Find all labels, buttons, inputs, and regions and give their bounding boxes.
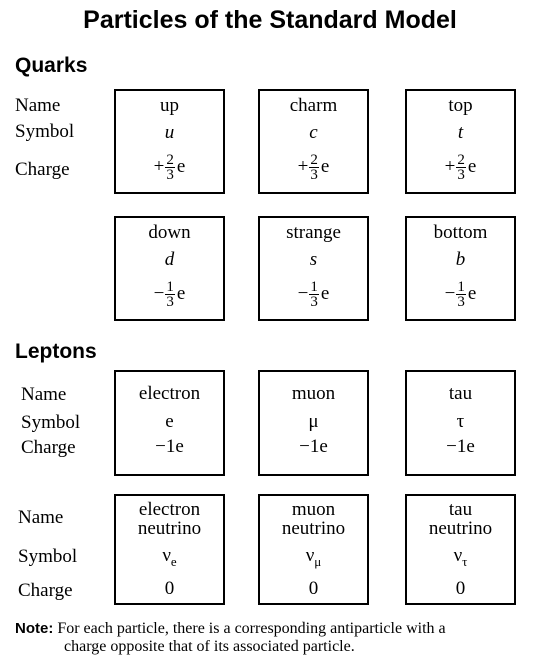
neutrino-subscript: μ [314, 554, 322, 569]
fraction-numerator: 1 [310, 279, 318, 295]
particle-name: muon [291, 383, 336, 404]
quark-symbol-label: Symbol [15, 121, 75, 142]
neutrino-subscript: τ [462, 554, 468, 569]
particle-charge [260, 153, 367, 182]
particle-symbol: d [164, 249, 175, 270]
quark-charge-label: Charge [15, 159, 70, 180]
particle-charge: 0 [308, 578, 319, 599]
particle-charge [407, 280, 514, 309]
particle-name: up [160, 95, 179, 116]
neutrino-symbol: ν [162, 545, 171, 566]
particle-symbol: s [309, 249, 318, 270]
particle-name: electron [138, 383, 201, 404]
particle-symbol [407, 546, 514, 572]
quark-card-bottom [405, 216, 516, 321]
particle-symbol: e [165, 411, 174, 432]
charge-fraction [456, 153, 466, 182]
lepton-name-label: Name [21, 384, 67, 405]
quark-card-strange [258, 216, 369, 321]
neutrino-symbol-label: Symbol [18, 546, 78, 567]
neutrino-symbol: ν [305, 545, 315, 566]
lepton-card-tau-neutrino [405, 494, 516, 605]
fraction-numerator: 1 [457, 279, 465, 295]
quark-card-down [114, 216, 225, 321]
lepton-symbol-label: Symbol [21, 412, 81, 433]
particle-symbol [116, 546, 223, 572]
charge-unit: e [467, 155, 477, 177]
particle-name-line1: electron [138, 499, 201, 520]
particle-charge [407, 153, 514, 182]
particle-charge [116, 280, 223, 309]
particle-name-line1: tau [448, 499, 473, 520]
quark-card-top [405, 89, 516, 194]
quark-card-up [114, 89, 225, 194]
lepton-card-tau [405, 370, 516, 476]
particle-name-line2: neutrino [281, 518, 346, 539]
particle-symbol [260, 546, 367, 572]
particle-name-line1: muon [291, 499, 336, 520]
particle-name: charm [289, 95, 338, 116]
charge-fraction [309, 153, 319, 182]
charge-sign: − [444, 282, 456, 304]
charge-unit: e [467, 282, 477, 304]
lepton-charge-label: Charge [21, 437, 76, 458]
particle-charge: −1e [446, 436, 475, 457]
charge-fraction [309, 280, 319, 309]
lepton-card-electron [114, 370, 225, 476]
particle-name: down [148, 222, 191, 243]
particle-name-line2: neutrino [428, 518, 493, 539]
neutrino-subscript: e [170, 554, 177, 569]
particle-name: strange [286, 222, 341, 243]
footnote [15, 620, 530, 656]
lepton-card-electron-neutrino [114, 494, 225, 605]
particle-symbol: μ [308, 411, 319, 432]
particle-name: top [448, 95, 473, 116]
particle-symbol: b [455, 249, 466, 270]
fraction-denominator: 3 [310, 294, 318, 310]
charge-sign: − [153, 282, 165, 304]
fraction-numerator: 1 [166, 279, 174, 295]
note-line-1: For each particle, there is a corresponding antiparticle with a [57, 620, 446, 637]
particle-symbol: t [457, 122, 464, 143]
charge-sign: + [297, 155, 309, 177]
particle-charge: 0 [455, 578, 466, 599]
charge-unit: e [176, 282, 186, 304]
charge-unit: e [320, 155, 330, 177]
fraction-denominator: 3 [310, 167, 318, 183]
particle-name: tau [448, 383, 473, 404]
lepton-card-muon [258, 370, 369, 476]
page-title: Particles of the Standard Model [83, 6, 457, 34]
neutrino-name-label: Name [18, 507, 64, 528]
charge-fraction [165, 153, 175, 182]
charge-unit: e [320, 282, 330, 304]
leptons-heading: Leptons [15, 340, 97, 363]
charge-fraction [456, 280, 466, 309]
particle-symbol: u [164, 122, 175, 143]
charge-fraction [165, 280, 175, 309]
charge-sign: + [444, 155, 456, 177]
particle-name: bottom [433, 222, 488, 243]
fraction-numerator: 2 [166, 152, 174, 168]
lepton-card-muon-neutrino [258, 494, 369, 605]
quark-card-charm [258, 89, 369, 194]
particle-charge [260, 280, 367, 309]
particle-symbol: τ [456, 411, 465, 432]
fraction-denominator: 3 [457, 167, 465, 183]
fraction-numerator: 2 [457, 152, 465, 168]
particle-charge [116, 153, 223, 182]
particle-symbol: c [309, 122, 318, 143]
quarks-heading: Quarks [15, 54, 88, 77]
neutrino-symbol: ν [453, 545, 463, 566]
charge-sign: − [297, 282, 309, 304]
fraction-denominator: 3 [457, 294, 465, 310]
particle-charge: −1e [299, 436, 328, 457]
charge-sign: + [153, 155, 165, 177]
quark-name-label: Name [15, 95, 61, 116]
note-label: Note: [15, 620, 54, 637]
particle-charge: −1e [155, 436, 184, 457]
fraction-numerator: 2 [310, 152, 318, 168]
charge-unit: e [176, 155, 186, 177]
note-line-2: charge opposite that of its associated particle. [64, 638, 355, 655]
particle-charge: 0 [164, 578, 175, 599]
particle-name-line2: neutrino [137, 518, 202, 539]
neutrino-charge-label: Charge [18, 580, 73, 601]
fraction-denominator: 3 [166, 167, 174, 183]
fraction-denominator: 3 [166, 294, 174, 310]
